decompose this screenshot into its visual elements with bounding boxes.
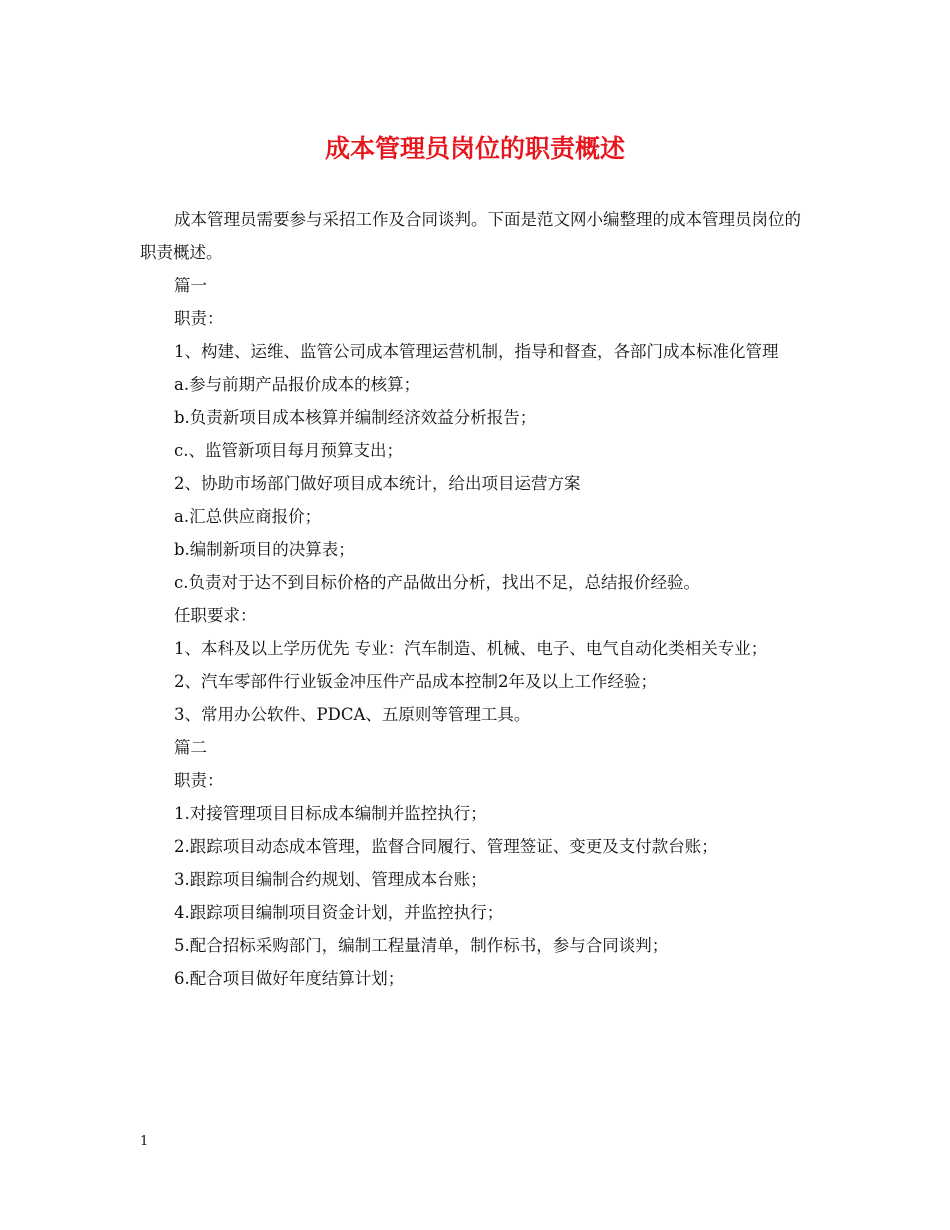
list-item: 6.配合项目做好年度结算计划； — [174, 969, 405, 988]
list-item: 5.配合招标采购部门，编制工程量清单，制作标书，参与合同谈判； — [174, 936, 669, 955]
list-item: a.汇总供应商报价； — [174, 507, 322, 526]
section-heading-part2: 篇二 — [174, 738, 207, 757]
list-item: 2.跟踪项目动态成本管理，监督合同履行、管理签证、变更及支付款台账； — [174, 837, 718, 856]
list-item: 2、协助市场部门做好项目成本统计，给出项目运营方案 — [174, 474, 581, 493]
document-title: 成本管理员岗位的职责概述 — [324, 134, 625, 163]
list-item: 4.跟踪项目编制项目资金计划，并监控执行； — [174, 903, 504, 922]
duties-label: 职责： — [174, 771, 224, 790]
list-item: 3、常用办公软件、PDCA、五原则等管理工具。 — [174, 705, 531, 724]
list-item: b.编制新项目的决算表； — [174, 540, 355, 559]
requirements-label: 任职要求： — [174, 606, 257, 625]
list-item: c.负责对于达不到目标价格的产品做出分析，找出不足，总结报价经验。 — [174, 573, 700, 592]
list-item: 1.对接管理项目目标成本编制并监控执行； — [174, 804, 487, 823]
document-body — [140, 203, 812, 995]
list-item: a.参与前期产品报价成本的核算； — [174, 375, 421, 394]
section-heading-part1: 篇一 — [174, 276, 207, 295]
duties-label: 职责： — [174, 309, 224, 328]
page-number: 1 — [140, 1134, 149, 1149]
list-item: 1、本科及以上学历优先 专业：汽车制造、机械、电子、电气自动化类相关专业； — [174, 639, 768, 658]
list-item: 2、汽车零部件行业钣金冲压件产品成本控制2年及以上工作经验； — [174, 672, 657, 691]
list-item: c.、监管新项目每月预算支出； — [174, 441, 403, 460]
list-item: b.负责新项目成本核算并编制经济效益分析报告； — [174, 408, 537, 427]
list-item: 3.跟踪项目编制合约规划、管理成本台账； — [174, 870, 487, 889]
intro-paragraph: 成本管理员需要参与采招工作及合同谈判。下面是范文网小编整理的成本管理员岗位的职责概述。 — [140, 210, 801, 262]
list-item: 1、构建、运维、监管公司成本管理运营机制，指导和督查，各部门成本标准化管理 — [174, 342, 779, 361]
